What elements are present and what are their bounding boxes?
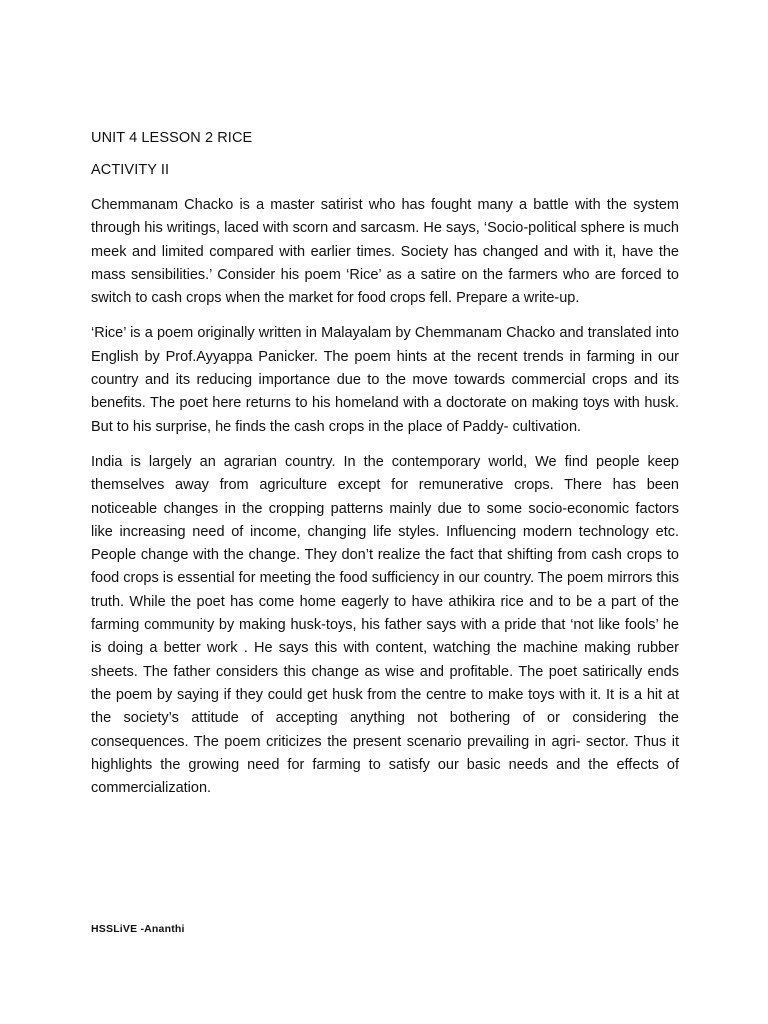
unit-heading: UNIT 4 LESSON 2 RICE <box>91 130 253 146</box>
activity-heading: ACTIVITY II <box>91 162 170 178</box>
paragraph-prompt: Chemmanam Chacko is a master satirist who has fought many a battle with the system through his writings, laced with scorn and sarcasm. He says, ‘Socio-political sphere is much meek and limited compared with earlier times. Society has changed and with it, have the mass sensibilities.’ Consider his poem ‘Rice’ as a satire on the farmers who are forced to switch to cash crops when the market for food crops fell. Prepare a write-up. <box>91 197 679 307</box>
footer-credit: HSSLiVE -Ananthi <box>91 923 185 935</box>
paragraph-introduction: ‘Rice’ is a poem originally written in Malayalam by Chemmanam Chacko and translated into English by Prof.Ayyappa Panicker. The poem hints at the recent trends in farming in our country and its reducing importance due to the move towards commercial crops and its benefits. The poet here returns to his homeland with a doctorate on making toys with husk. But to his surprise, he finds the cash crops in the place of Paddy- cultivation. <box>91 325 679 435</box>
document-body <box>91 128 679 812</box>
paragraph-analysis: India is largely an agrarian country. In the contemporary world, We find people keep themselves away from agriculture except for remunerative crops. There has been noticeable changes in the cropping patterns mainly due to some socio-economic factors like increasing need of income, changing life styles. Influencing modern technology etc. People change with the change. They don’t realize the fact that shifting from cash crops to food crops is essential for meeting the food sufficiency in our country. The poem mirrors this truth. While the poet has come home eagerly to have athikira rice and to be a part of the farming community by making husk-toys, his father says with a pride that ‘not like fools’ he is doing a better work . He says this with content, watching the machine making rubber sheets. The father considers this change as wise and profitable. The poet satirically ends the poem by saying if they could get husk from the centre to make toys with it. It is a hit at the society’s attitude of accepting anything not bothering of or considering the consequences. The poem criticizes the present scenario prevailing in agri- sector. Thus it highlights the growing need for farming to satisfy our basic needs and the effects of commercialization. <box>91 453 679 797</box>
